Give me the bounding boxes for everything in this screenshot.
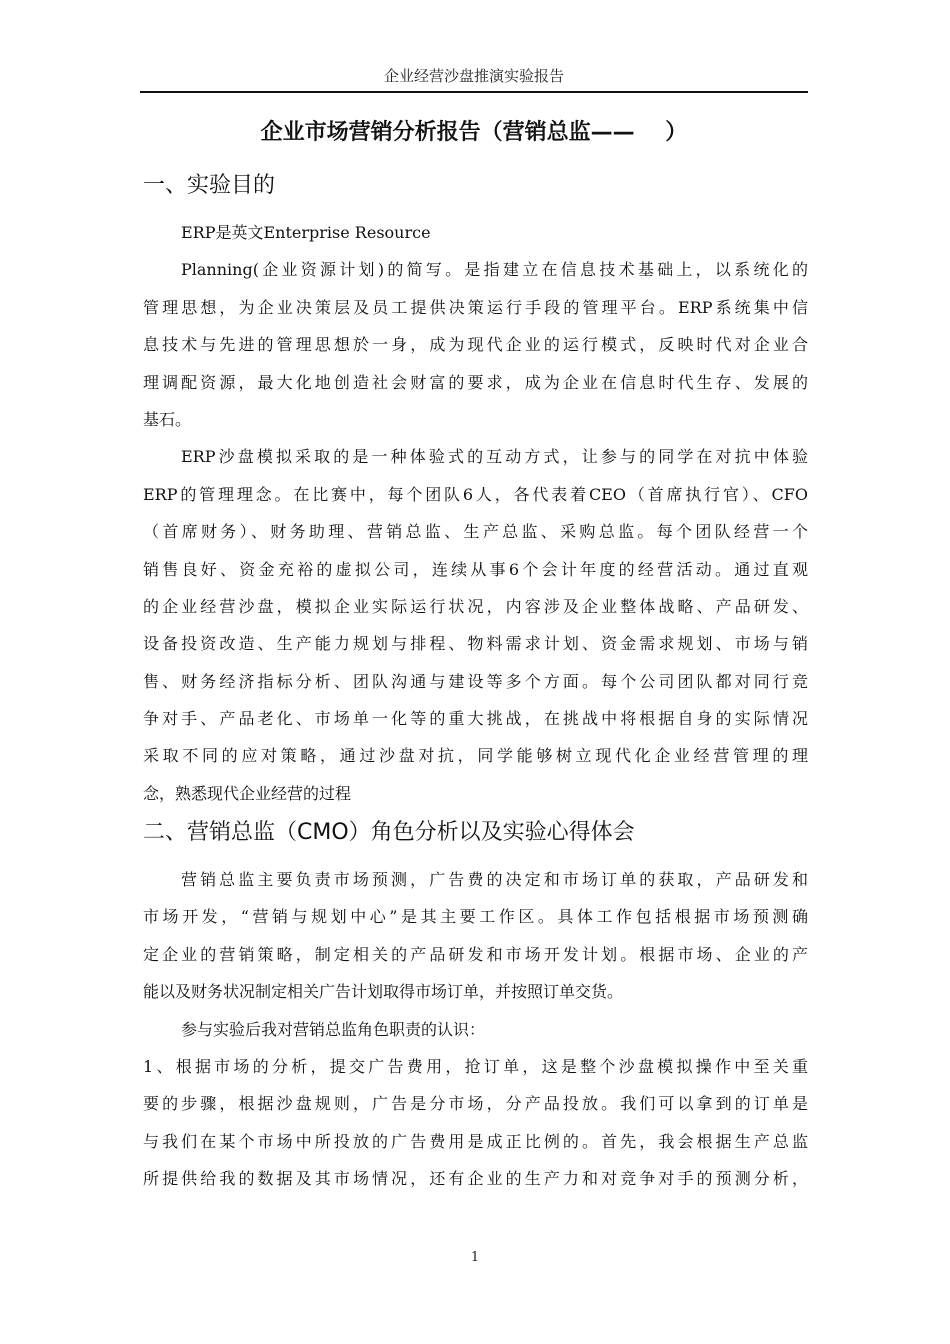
paragraph-line: 市场开发，“营销与规划中心”是其主要工作区。具体工作包括根据市场预测确 [143,907,808,927]
paragraph-line: 息技术与先进的管理思想於一身，成为现代企业的运行模式，反映时代对企业合 [143,335,808,355]
list-item-line: 要的步骤，根据沙盘规则，广告是分市场，分产品投放。我们可以拿到的订单是 [143,1094,808,1114]
paragraph-line: 能以及财务状况制定相关广告计划取得市场订单，并按照订单交货。 [143,982,624,1002]
paragraph-line: 采取不同的应对策略，通过沙盘对抗，同学能够树立现代化企业经营管理的理 [143,746,808,766]
paragraph-line: 营销总监主要负责市场预测，广告费的决定和市场订单的获取，产品研发和 [181,870,808,889]
paragraph-line: Planning(企业资源计划)的简写。是指建立在信息技术基础上，以系统化的 [181,260,808,280]
paragraph-line: 的企业经营沙盘，模拟企业实际运行状况，内容涉及企业整体战略、产品研发、 [143,596,808,616]
section-body-purpose [143,214,808,812]
paragraph-line: 管理思想，为企业决策层及员工提供决策运行手段的管理平台。ERP系统集中信 [143,297,808,317]
paragraph-line: 设备投资改造、生产能力规划与排程、物料需求计划、资金需求规划、市场与销 [143,634,808,654]
paragraph-line: 销售良好、资金充裕的虚拟公司，连续从事6个会计年度的经营活动。通过直观 [143,559,808,579]
paragraph-line: ERP是英文Enterprise Resource [181,223,431,242]
section-body-cmo-analysis [143,861,808,1198]
list-item-line: 与我们在某个市场中所投放的广告费用是成正比例的。首先，我会根据生产总监 [143,1131,808,1151]
paragraph-line: （首席财务）、财务助理、营销总监、生产总监、采购总监。每个团队经营一个 [143,522,808,542]
paragraph-line: 争对手、产品老化、市场单一化等的重大挑战，在挑战中将根据自身的实际情况 [143,709,808,729]
paragraph-line: 基石。 [143,409,192,429]
running-header: 企业经营沙盘推演实验报告 [383,67,564,85]
paragraph-line: 参与实验后我对营销总监角色职责的认识： [181,1019,486,1039]
list-item-line: 所提供给我的数据及其市场情况，还有企业的生产力和对竞争对手的预测分析， [143,1169,808,1189]
section-heading-cmo-analysis: 二、营销总监（CMO）角色分析以及实验心得体会 [143,820,635,845]
paragraph-line: 理调配资源，最大化地创造社会财富的要求，成为企业在信息时代生存、发展的 [143,372,808,392]
paragraph-line: ERP沙盘模拟采取的是一种体验式的互动方式，让参与的同学在对抗中体验 [181,447,808,467]
page-number: 1 [470,1250,480,1265]
paragraph-line: 定企业的营销策略，制定相关的产品研发和市场开发计划。根据市场、企业的产 [143,944,808,964]
paragraph-line: ERP的管理理念。在比赛中，每个团队6人，各代表着CEO（首席执行官）、CFO [143,484,808,504]
section-heading-purpose: 一、实验目的 [143,173,276,198]
paragraph-line: 念，熟悉现代企业经营的过程 [143,783,352,803]
list-item-line: 1、根据市场的分析，提交广告费用，抢订单，这是整个沙盘模拟操作中至关重 [143,1056,808,1076]
document-title: 企业市场营销分析报告（营销总监—— ） [260,120,688,145]
paragraph-line: 售、财务经济指标分析、团队沟通与建设等多个方面。每个公司团队都对同行竞 [143,671,808,691]
header-rule [140,91,808,93]
